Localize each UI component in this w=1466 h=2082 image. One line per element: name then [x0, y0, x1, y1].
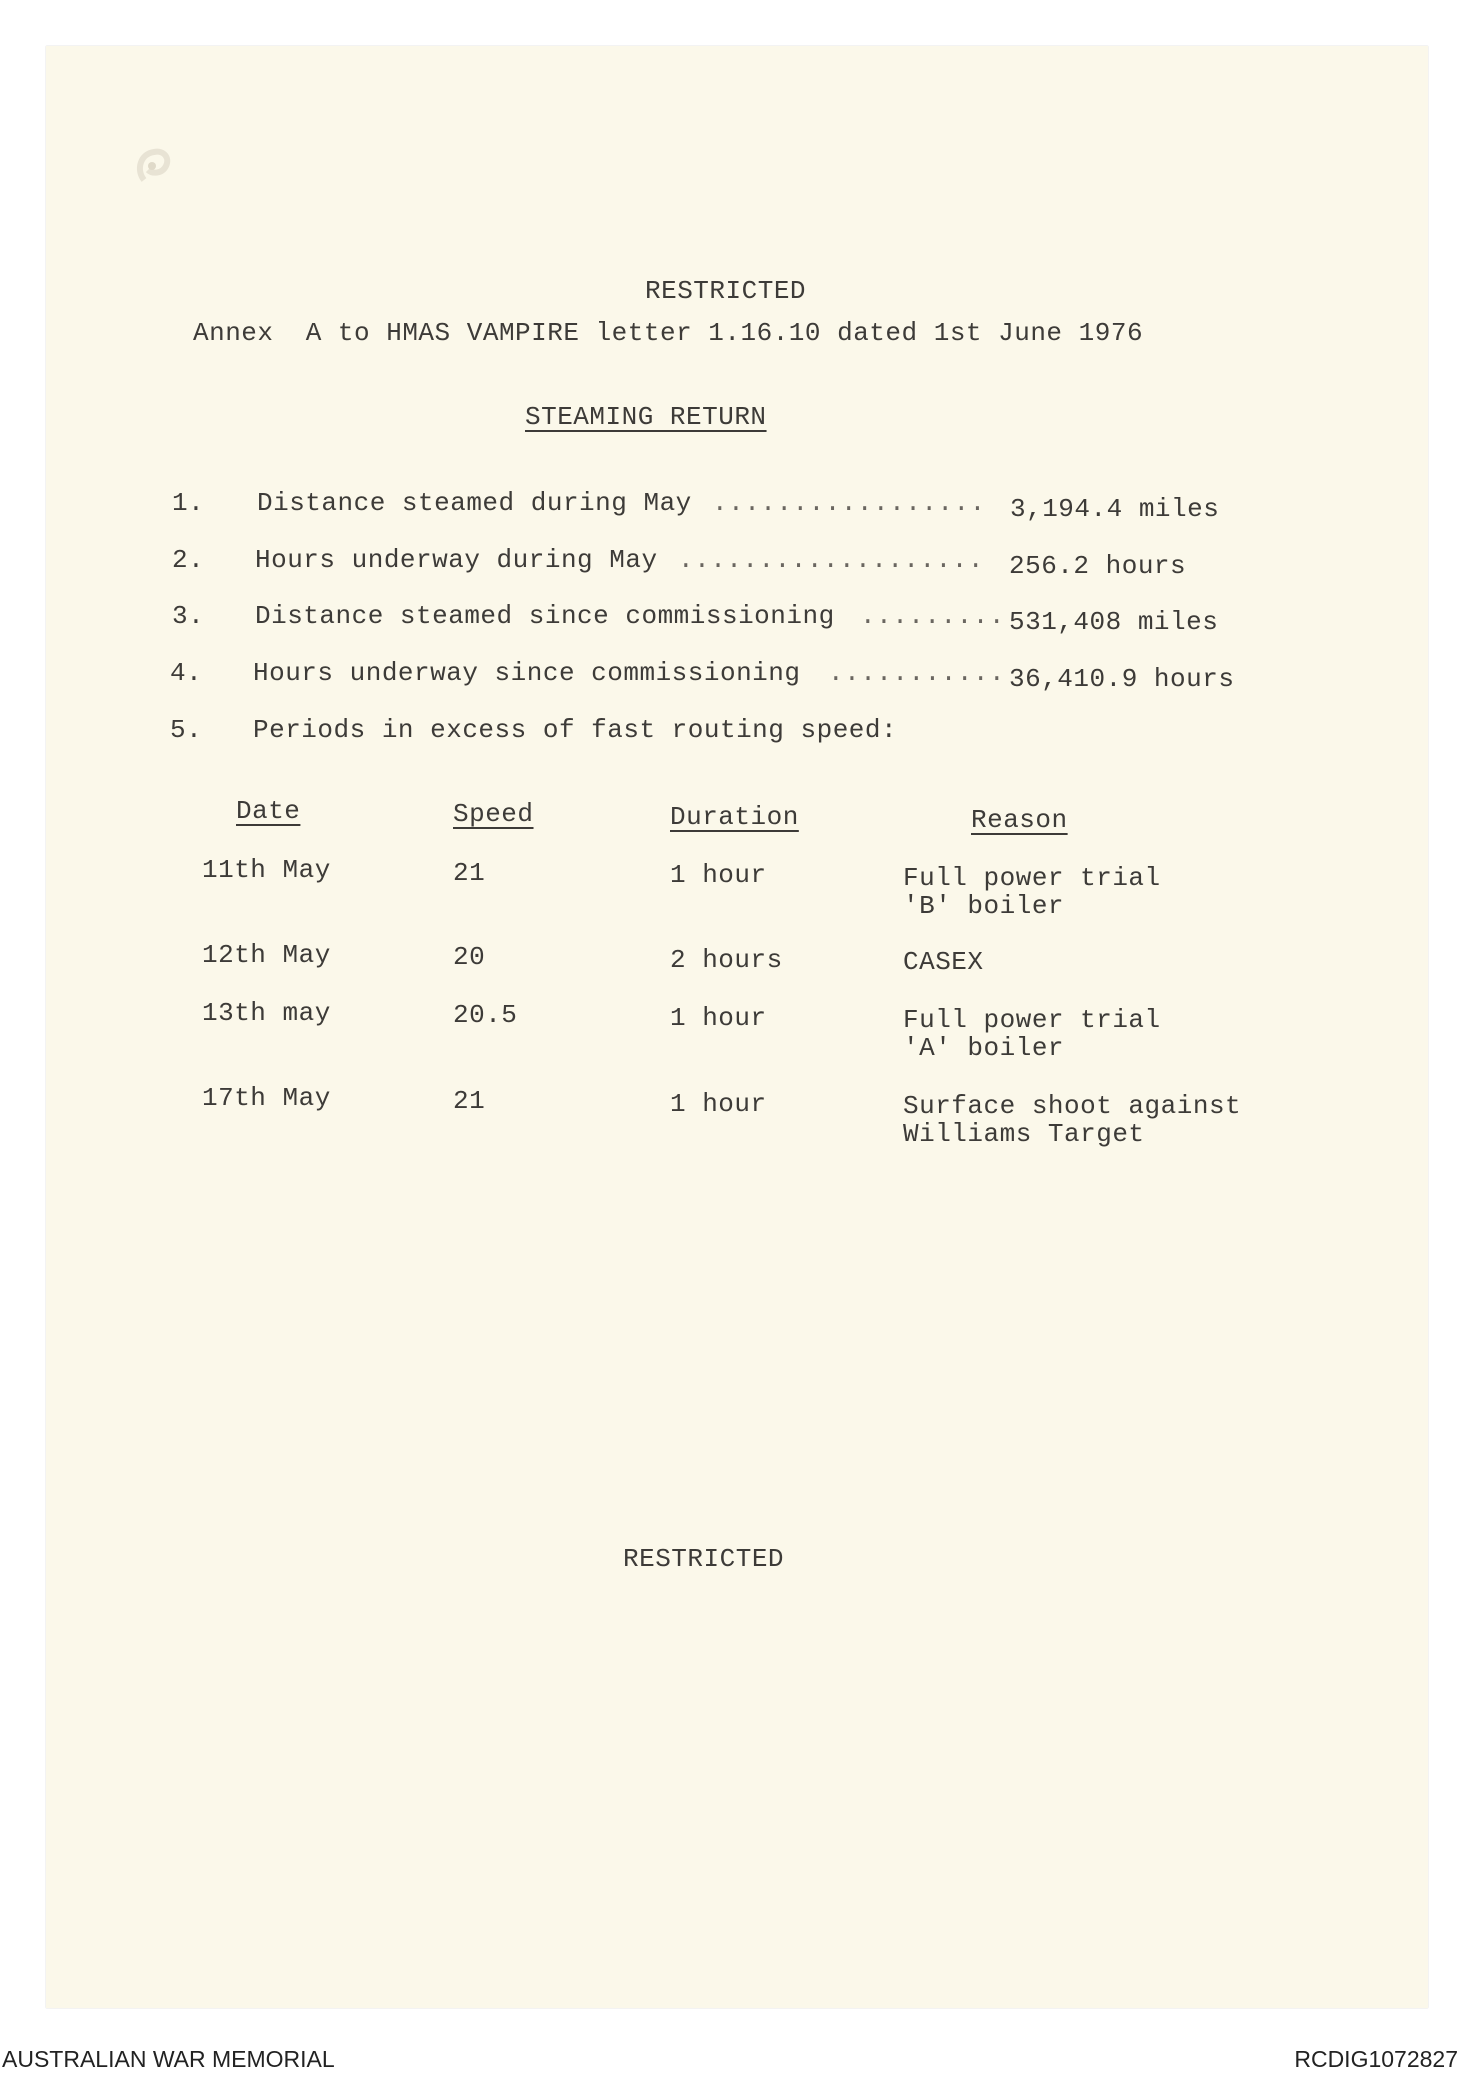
header-reason: Reason: [971, 805, 1068, 835]
cell-reason-line2: Williams Target: [903, 1119, 1145, 1149]
cell-reason: Full power trial: [903, 1005, 1161, 1035]
header-duration: Duration: [670, 802, 799, 832]
item-label: Periods in excess of fast routing speed:: [253, 715, 898, 745]
header-date: Date: [236, 796, 301, 826]
item-value: 531,408 miles: [1009, 607, 1219, 637]
item-label: Distance steamed during May: [257, 488, 692, 518]
document-title: STEAMING RETURN: [525, 402, 767, 432]
item-number: 1.: [172, 488, 205, 518]
paper-stain-mark: [130, 140, 190, 190]
cell-speed: 20: [453, 942, 486, 972]
cell-date: 17th May: [202, 1083, 331, 1113]
annex-line: Annex A to HMAS VAMPIRE letter 1.16.10 dated 1st June 1976: [193, 318, 1144, 348]
item-number: 2.: [172, 545, 205, 575]
classification-bottom: RESTRICTED: [623, 1544, 785, 1574]
dot-leader: .........: [860, 601, 1005, 631]
cell-reason: Full power trial: [903, 863, 1161, 893]
cell-reason-line2: 'B' boiler: [903, 891, 1065, 921]
cell-date: 11th May: [202, 855, 331, 885]
cell-reason-line2: 'A' boiler: [903, 1033, 1065, 1063]
cell-duration: 1 hour: [670, 1003, 767, 1033]
cell-duration: 2 hours: [670, 945, 783, 975]
cell-reason: CASEX: [903, 947, 984, 977]
item-value: 36,410.9 hours: [1009, 664, 1235, 694]
item-number: 4.: [170, 658, 203, 688]
cell-duration: 1 hour: [670, 860, 767, 890]
dot-leader: ...........: [828, 658, 1006, 688]
dot-leader: .................: [712, 488, 986, 518]
cell-speed: 21: [453, 858, 486, 888]
item-number: 3.: [172, 601, 205, 631]
cell-speed: 20.5: [453, 1000, 518, 1030]
classification-top: RESTRICTED: [645, 276, 807, 306]
cell-duration: 1 hour: [670, 1089, 767, 1119]
archive-credit: AUSTRALIAN WAR MEMORIAL: [2, 2046, 335, 2072]
cell-speed: 21: [453, 1086, 486, 1116]
cell-date: 12th May: [202, 940, 331, 970]
item-label: Hours underway since commissioning: [253, 658, 801, 688]
cell-reason: Surface shoot against: [903, 1091, 1242, 1121]
header-speed: Speed: [453, 799, 534, 829]
record-id: RCDIG1072827: [1294, 2046, 1458, 2072]
dot-leader: ...................: [678, 545, 984, 575]
item-label: Hours underway during May: [255, 545, 658, 575]
item-value: 3,194.4 miles: [1010, 494, 1220, 524]
item-value: 256.2 hours: [1009, 551, 1187, 581]
cell-date: 13th may: [202, 998, 331, 1028]
item-number: 5.: [170, 715, 203, 745]
item-label: Distance steamed since commissioning: [255, 601, 835, 631]
